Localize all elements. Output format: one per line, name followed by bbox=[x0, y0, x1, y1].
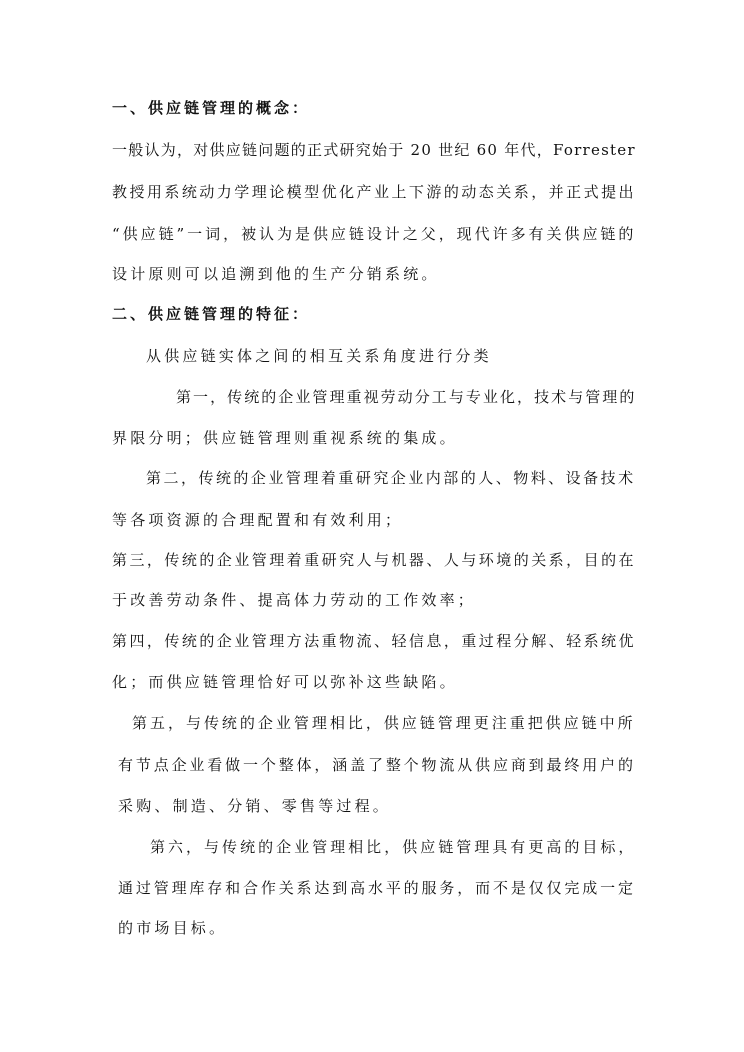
item5-line-1: 第五，与传统的企业管理相比，供应链管理更注重把供应链中所 bbox=[132, 714, 636, 732]
section2-intro: 从供应链实体之间的相互关系角度进行分类 bbox=[146, 347, 492, 365]
section2-heading: 二、供应链管理的特征： bbox=[112, 305, 311, 323]
item5-line-3: 采购、制造、分销、零售等过程。 bbox=[118, 797, 392, 815]
section1-line-4: 设计原则可以追溯到他的生产分销系统。 bbox=[112, 265, 440, 283]
section1-line-1: 一般认为，对供应链问题的正式研究始于 20 世纪 60 年代，Forrester bbox=[112, 141, 636, 159]
item6-line-3: 的市场目标。 bbox=[118, 919, 228, 937]
item2-line-2: 等各项资源的合理配置和有效利用； bbox=[112, 511, 404, 529]
item1-line-1: 第一，传统的企业管理重视劳动分工与专业化，技术与管理的 bbox=[176, 388, 637, 406]
item3-line-1: 第三，传统的企业管理着重研究人与机器、人与环境的关系，目的在 bbox=[112, 551, 637, 569]
item1-line-2: 界限分明；供应链管理则重视系统的集成。 bbox=[112, 429, 458, 447]
item3-line-2: 于改善劳动条件、提高体力劳动的工作效率； bbox=[112, 591, 477, 609]
section1-line-2: 教授用系统动力学理论模型优化产业上下游的动态关系，并正式提出 bbox=[112, 183, 637, 201]
item2-line-1: 第二，传统的企业管理着重研究企业内部的人、物料、设备技术 bbox=[146, 469, 636, 487]
item6-line-2: 通过管理库存和合作关系达到高水平的服务，而不是仅仅完成一定 bbox=[118, 879, 636, 897]
item4-line-1: 第四，传统的企业管理方法重物流、轻信息，重过程分解、轻系统优 bbox=[112, 632, 637, 650]
section1-heading: 一、供应链管理的概念： bbox=[112, 99, 311, 117]
item6-line-1: 第六，与传统的企业管理相比，供应链管理具有更高的目标， bbox=[150, 838, 637, 856]
item5-line-2: 有节点企业看做一个整体，涵盖了整个物流从供应商到最终用户的 bbox=[118, 756, 636, 774]
item4-line-2: 化；而供应链管理恰好可以弥补这些缺陷。 bbox=[112, 673, 458, 691]
section1-line-3: “供应链”一词，被认为是供应链设计之父，现代许多有关供应链的 bbox=[112, 225, 637, 243]
